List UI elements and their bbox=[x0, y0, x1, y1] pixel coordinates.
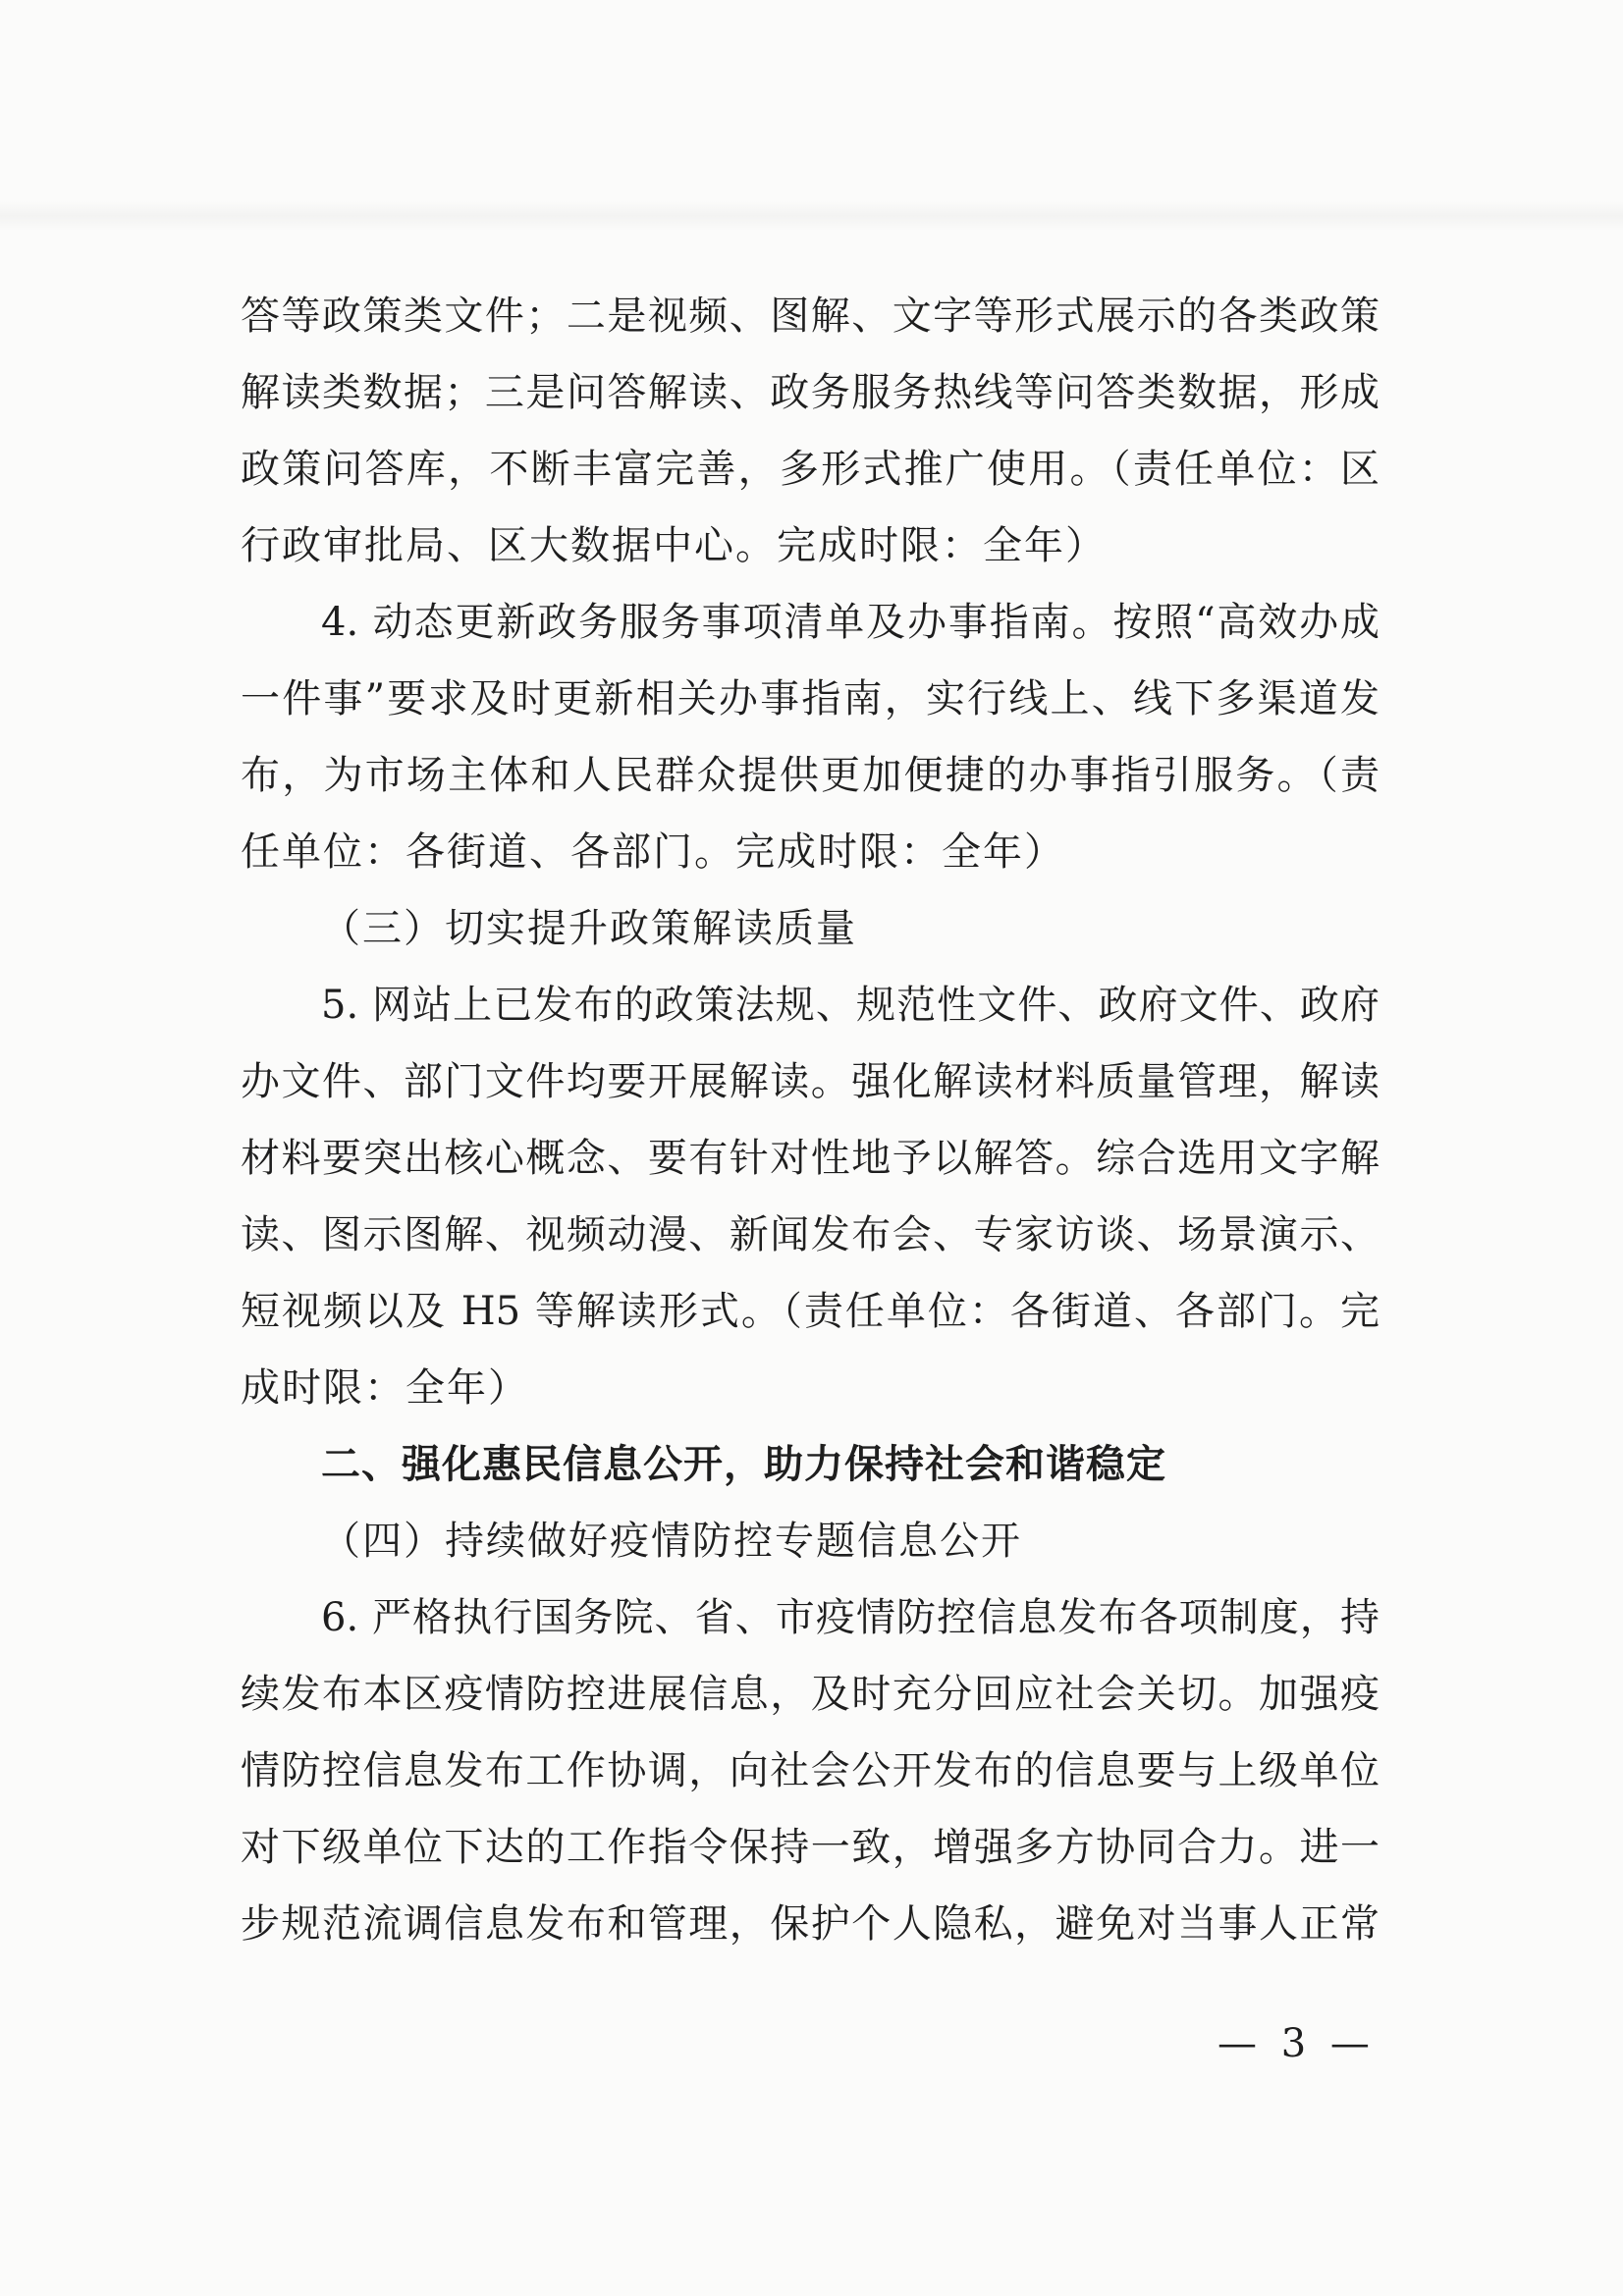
body-line: 成时限：全年） bbox=[241, 1365, 529, 1411]
body-line: 情防控信息发布工作协调，向社会公开发布的信息要与上级单位 bbox=[241, 1748, 1380, 1793]
body-line: 解读类数据；三是问答解读、政务服务热线等问答类数据，形成 bbox=[241, 370, 1380, 415]
body-line: 任单位：各街道、各部门。完成时限：全年） bbox=[241, 829, 1065, 875]
body-line: 短视频以及 H5 等解读形式。（责任单位：各街道、各部门。完 bbox=[241, 1289, 1380, 1334]
body-line: 步规范流调信息发布和管理，保护个人隐私，避免对当事人正常 bbox=[241, 1901, 1380, 1947]
body-line: 办文件、部门文件均要开展解读。强化解读材料质量管理，解读 bbox=[241, 1059, 1380, 1104]
body-line: 对下级单位下达的工作指令保持一致，增强多方协同合力。进一 bbox=[241, 1825, 1380, 1870]
scan-shadow-band bbox=[0, 201, 1623, 231]
chapter-heading-2: 二、强化惠民信息公开，助力保持社会和谐稳定 bbox=[321, 1442, 1166, 1487]
body-line: 行政审批局、区大数据中心。完成时限：全年） bbox=[241, 523, 1107, 568]
item-4-first-line: 4. 动态更新政务服务事项清单及办事指南。按照“高效办成 bbox=[321, 600, 1380, 645]
section-heading-3: （三）切实提升政策解读质量 bbox=[321, 906, 857, 951]
section-heading-4: （四）持续做好疫情防控专题信息公开 bbox=[321, 1519, 1022, 1564]
body-line: 续发布本区疫情防控进展信息，及时充分回应社会关切。加强疫 bbox=[241, 1672, 1380, 1717]
body-line: 布，为市场主体和人民群众提供更加便捷的办事指引服务。（责 bbox=[241, 753, 1380, 798]
item-5-first-line: 5. 网站上已发布的政策法规、规范性文件、政府文件、政府 bbox=[321, 983, 1380, 1028]
body-line: 材料要突出核心概念、要有针对性地予以解答。综合选用文字解 bbox=[241, 1136, 1380, 1181]
body-line: 读、图示图解、视频动漫、新闻发布会、专家访谈、场景演示、 bbox=[241, 1212, 1380, 1257]
item-6-first-line: 6. 严格执行国务院、省、市疫情防控信息发布各项制度，持 bbox=[321, 1595, 1380, 1640]
body-line: 政策问答库，不断丰富完善，多形式推广使用。（责任单位：区 bbox=[241, 447, 1380, 492]
body-line: 答等政策类文件；二是视频、图解、文字等形式展示的各类政策 bbox=[241, 294, 1380, 339]
body-line: 一件事”要求及时更新相关办事指南，实行线上、线下多渠道发 bbox=[241, 676, 1380, 721]
page-number: — 3 — bbox=[1217, 2021, 1376, 2066]
